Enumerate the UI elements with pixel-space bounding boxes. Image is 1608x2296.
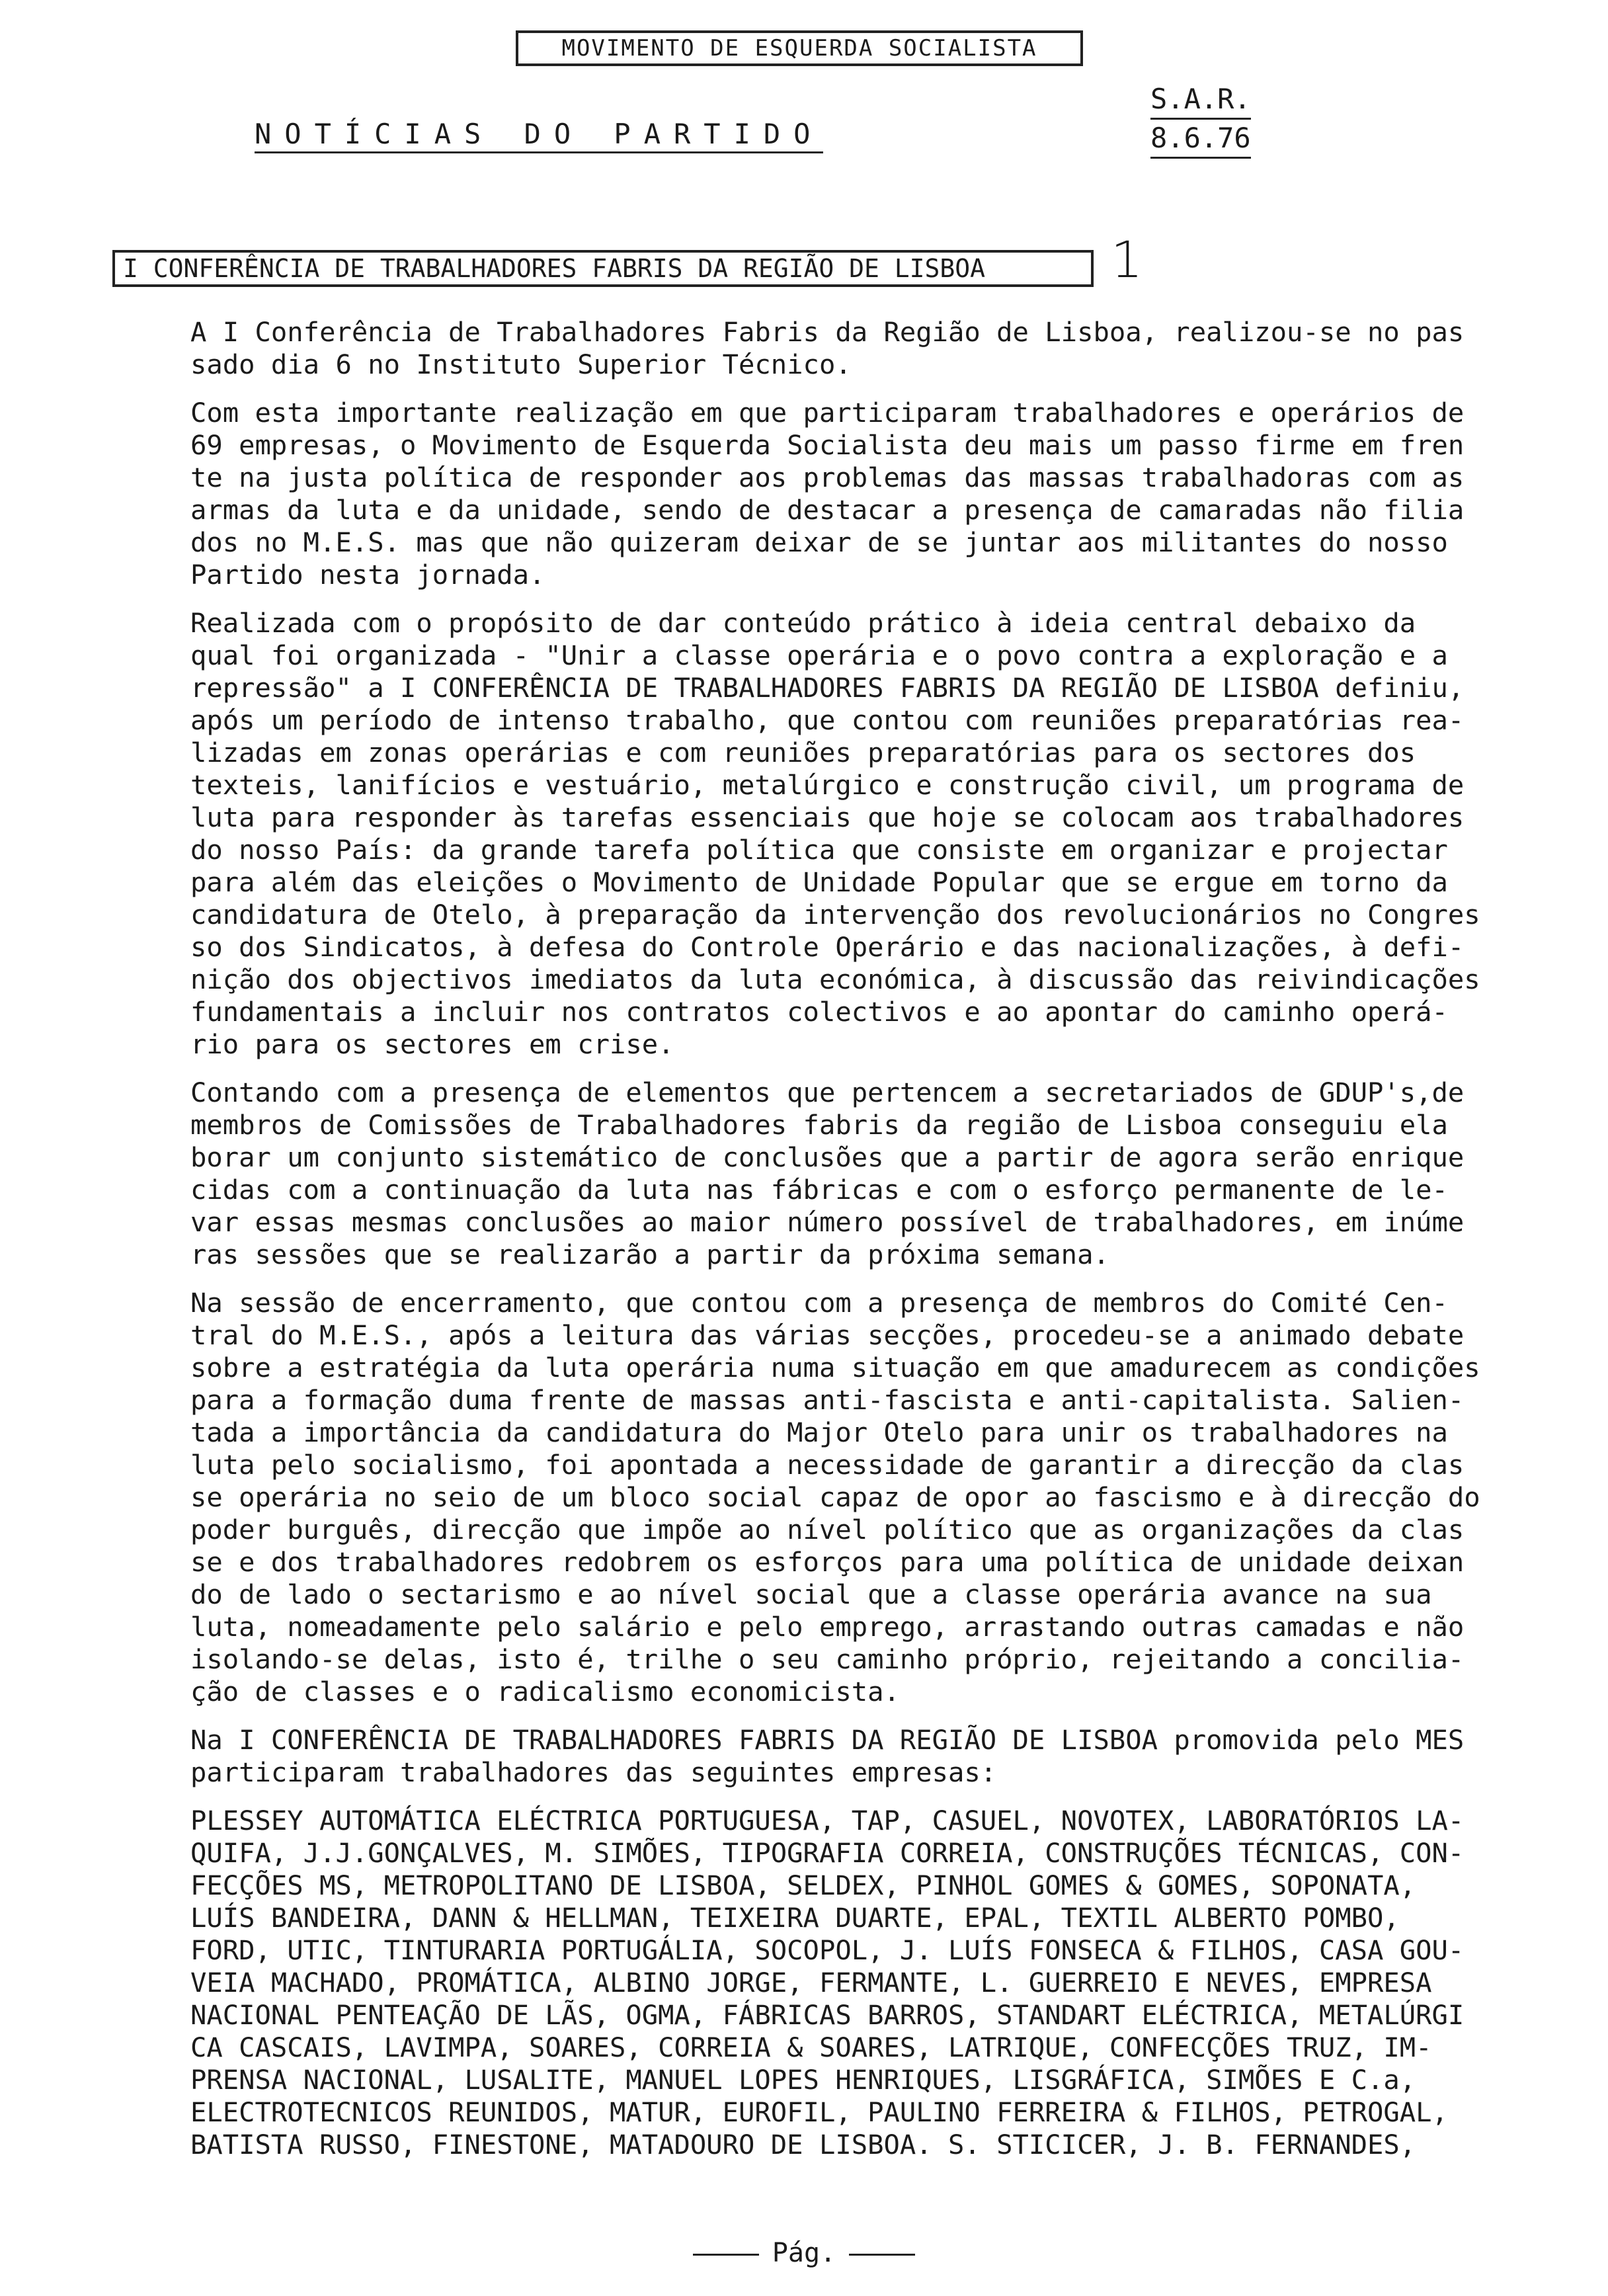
text-line: 69 empresas, o Movimento de Esquerda Socialista deu mais um passo firme em fren [190, 429, 1465, 461]
text-line: dos no M.E.S. mas que não quizeram deixar de se juntar aos militantes do nosso [190, 526, 1448, 558]
text-line: nição dos objectivos imediatos da luta económica, à discussão das reivindicações [190, 964, 1480, 995]
text-line: QUIFA, J.J.GONÇALVES, M. SIMÕES, TIPOGRAFIA CORREIA, CONSTRUÇÕES TÉCNICAS, CON- [190, 1837, 1465, 1869]
text-line: do de lado o sectarismo e ao nível social que a classe operária avance na sua [190, 1578, 1432, 1610]
text-line: se e dos trabalhadores redobrem os esforços para uma política de unidade deixan [190, 1546, 1465, 1578]
text-line: isolando-se delas, isto é, trilhe o seu caminho próprio, rejeitando a concilia- [190, 1643, 1465, 1675]
article-paragraph [190, 1287, 1486, 1708]
text-line: PLESSEY AUTOMÁTICA ELÉCTRICA PORTUGUESA, TAP, CASUEL, NOVOTEX, LABORATÓRIOS LA- [190, 1805, 1465, 1836]
text-line: para a formação duma frente de massas anti-fascista e anti-capitalista. Salien- [190, 1384, 1465, 1416]
text-line: luta, nomeadamente pelo salário e pelo emprego, arrastando outras camadas e não [190, 1611, 1465, 1643]
text-line: sobre a estratégia da luta operária numa situação em que amadurecem as condições [190, 1352, 1480, 1383]
text-line: do nosso País: da grande tarefa política que consiste em organizar e projectar [190, 834, 1448, 866]
text-line: Realizada com o propósito de dar conteúdo prático à ideia central debaixo da [190, 607, 1416, 639]
organization-banner: MOVIMENTO DE ESQUERDA SOCIALISTA [516, 30, 1083, 66]
text-line: rio para os sectores em crise. [190, 1028, 674, 1060]
text-line: candidatura de Otelo, à preparação da intervenção dos revolucionários no Congres [190, 899, 1480, 930]
text-line: armas da luta e da unidade, sendo de destacar a presença de camaradas não filia [190, 494, 1465, 526]
text-line: Na I CONFERÊNCIA DE TRABALHADORES FABRIS DA REGIÃO DE LISBOA promovida pelo MES [190, 1724, 1465, 1756]
text-line: NACIONAL PENTEAÇÃO DE LÃS, OGMA, FÁBRICAS BARROS, STANDART ELÉCTRICA, METALÚRGI [190, 1999, 1465, 2031]
text-line: participaram trabalhadores das seguintes empresas: [190, 1756, 997, 1788]
text-line: BATISTA RUSSO, FINESTONE, MATADOURO DE LISBOA. S. STICICER, J. B. FERNANDES, [190, 2129, 1416, 2160]
text-line: sado dia 6 no Instituto Superior Técnico. [190, 348, 852, 380]
document-date: 8.6.76 [1150, 120, 1251, 159]
text-line: ção de classes e o radicalismo economicista. [190, 1676, 900, 1707]
article-paragraph [190, 1724, 1486, 1789]
text-line: texteis, lanifícios e vestuário, metalúrgico e construção civil, um programa de [190, 769, 1465, 801]
text-line: qual foi organizada - "Unir a classe operária e o povo contra a exploração e a [190, 639, 1448, 671]
text-line: Com esta importante realização em que participaram trabalhadores e operários de [190, 397, 1465, 429]
text-line: CA CASCAIS, LAVIMPA, SOARES, CORREIA & SOARES, LATRIQUE, CONFECÇÕES TRUZ, IM- [190, 2031, 1432, 2063]
text-line: após um período de intenso trabalho, que contou com reuniões preparatórias rea- [190, 704, 1465, 736]
text-line: te na justa política de responder aos problemas das massas trabalhadoras com as [190, 462, 1465, 493]
article-paragraph [190, 1805, 1486, 2161]
footer-dash-right [849, 2254, 915, 2256]
section-title: NOTÍCIAS DO PARTIDO [255, 118, 823, 153]
text-line: membros de Comissões de Trabalhadores fabris da região de Lisboa conseguiu ela [190, 1109, 1448, 1141]
article-paragraph [190, 397, 1486, 591]
text-line: so dos Sindicatos, à defesa do Controle Operário e das nacionalizações, à defi- [190, 931, 1465, 963]
text-line: lizadas em zonas operárias e com reuniões preparatórias para os sectores dos [190, 737, 1416, 768]
text-line: PRENSA NACIONAL, LUSALITE, MANUEL LOPES HENRIQUES, LISGRÁFICA, SIMÕES E C.a, [190, 2064, 1416, 2096]
text-line: tral do M.E.S., após a leitura das várias secções, procedeu-se a animado debate [190, 1319, 1465, 1351]
footer-dash-left [693, 2254, 759, 2256]
text-line: Contando com a presença de elementos que pertencem a secretariados de GDUP's,de [190, 1077, 1465, 1108]
text-line: luta pelo socialismo, foi apontada a necessidade de garantir a direcção da clas [190, 1449, 1465, 1481]
page-footer [0, 2238, 1608, 2268]
article-heading: I CONFERÊNCIA DE TRABALHADORES FABRIS DA REGIÃO DE LISBOA [112, 250, 1094, 287]
text-line: ELECTROTECNICOS REUNIDOS, MATUR, EUROFIL, PAULINO FERREIRA & FILHOS, PETROGAL, [190, 2096, 1448, 2128]
text-line: FECÇÕES MS, METROPOLITANO DE LISBOA, SELDEX, PINHOL GOMES & GOMES, SOPONATA, [190, 1869, 1416, 1901]
text-line: Partido nesta jornada. [190, 559, 545, 591]
text-line: ras sessões que se realizarão a partir da próxima semana. [190, 1239, 1109, 1270]
text-line: se operária no seio de um bloco social capaz de opor ao fascismo e à direcção do [190, 1481, 1480, 1513]
text-line: Na sessão de encerramento, que contou com a presença de membros do Comité Cen- [190, 1287, 1448, 1319]
text-line: repressão" a I CONFERÊNCIA DE TRABALHADORES FABRIS DA REGIÃO DE LISBOA definiu, [190, 672, 1465, 704]
text-line: LUÍS BANDEIRA, DANN & HELLMAN, TEIXEIRA DUARTE, EPAL, TEXTIL ALBERTO POMBO, [190, 1902, 1400, 1934]
text-line: borar um conjunto sistemático de conclusões que a partir de agora serão enrique [190, 1141, 1465, 1173]
issuer-code: S.A.R. [1150, 81, 1251, 120]
text-line: fundamentais a incluir nos contratos colectivos e ao apontar do caminho operá- [190, 996, 1448, 1028]
text-line: para além das eleições o Movimento de Unidade Popular que se ergue em torno da [190, 866, 1448, 898]
text-line: tada a importância da candidatura do Major Otelo para unir os trabalhadores na [190, 1416, 1448, 1448]
article-paragraph [190, 316, 1486, 381]
text-line: luta para responder às tarefas essenciais que hoje se colocam aos trabalhadores [190, 801, 1465, 833]
article-body [190, 316, 1486, 2177]
text-line: var essas mesmas conclusões ao maior número possível de trabalhadores, em inúme [190, 1206, 1465, 1238]
page-marker: 1 [1111, 230, 1143, 289]
page-label: Pág. [772, 2238, 836, 2268]
article-paragraph [190, 1077, 1486, 1271]
text-line: cidas com a continuação da luta nas fábricas e com o esforço permanente de le- [190, 1174, 1448, 1206]
text-line: FORD, UTIC, TINTURARIA PORTUGÁLIA, SOCOPOL, J. LUÍS FONSECA & FILHOS, CASA GOU- [190, 1934, 1465, 1966]
text-line: VEIA MACHADO, PROMÁTICA, ALBINO JORGE, FERMANTE, L. GUERREIO E NEVES, EMPRESA [190, 1967, 1432, 1998]
issuer-date-block [1150, 81, 1251, 159]
text-line: A I Conferência de Trabalhadores Fabris da Região de Lisboa, realizou-se no pas [190, 316, 1465, 348]
text-line: poder burguês, direcção que impõe ao nível político que as organizações da clas [190, 1514, 1465, 1545]
article-paragraph [190, 607, 1486, 1061]
